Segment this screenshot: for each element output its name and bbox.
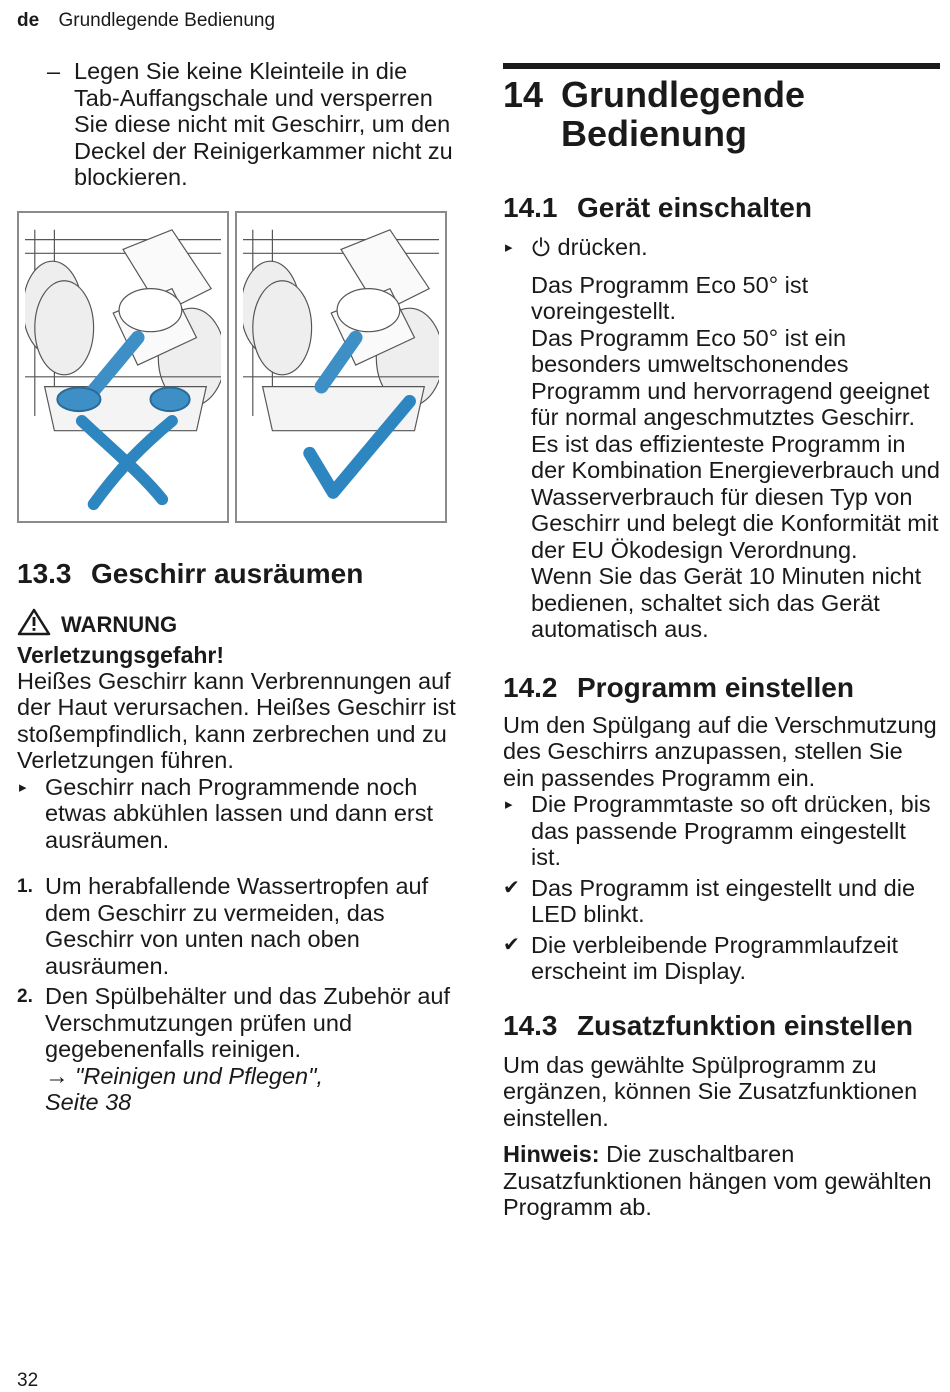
warning-text: Heißes Geschirr kann Verbrennungen auf der Haut verursachen. Heißes Geschirr ist stoßempfindlich, kann zerbrechen und zu Verletzungen führen. xyxy=(17,667,456,773)
paragraph: Das Programm Eco 50° ist voreingestellt. xyxy=(531,271,809,324)
paragraph: Wenn Sie das Gerät 10 Minuten nicht bedienen, schaltet sich das Gerät automatisch aus. xyxy=(531,563,922,642)
result-item xyxy=(503,875,940,928)
header-title: Grundlegende Bedienung xyxy=(58,10,276,31)
illustration-right xyxy=(235,211,447,523)
result-text: Das Programm ist eingestellt und die LED blinkt. xyxy=(531,874,916,927)
illustration-wrong xyxy=(17,211,229,523)
result-item xyxy=(503,932,940,985)
section-heading-14-3 xyxy=(503,1009,940,1042)
checkmark-icon: ✔ xyxy=(503,933,520,956)
dash-item-text: Legen Sie keine Kleinteile in die Tab-Auffangschale und versperren Sie diese nicht mit Geschirr, um den Deckel der Reinigerkammer nicht zu blockieren. xyxy=(74,58,453,190)
step-item xyxy=(17,873,457,979)
section-title: Zusatzfunktion einstellen xyxy=(577,1009,914,1041)
section-title: Programm einstellen xyxy=(577,671,854,703)
chapter-number: 14 xyxy=(503,74,544,115)
dash-mark: – xyxy=(47,58,61,84)
loading-illustration xyxy=(17,211,457,523)
section-body xyxy=(503,272,940,643)
list-item xyxy=(17,774,457,854)
paragraph: Das Programm Eco 50° ist ein besonders umweltschonendes Programm und hervorragend geeignet für normal angeschmutztes Geschirr. Es ist das effizienteste Programm in der Kombination Energieverbrauch und Wasserverbrauch für diesen Typ von Geschirr und belegt die Konformität mit der EU Ökodesign Verordnung. xyxy=(531,324,940,563)
result-text: Die verbleibende Programmlaufzeit erscheint im Display. xyxy=(531,931,899,984)
bullet-text: Geschirr nach Programmende noch etwas abkühlen lassen und dann erst ausräumen. xyxy=(45,773,434,853)
section-title: Geschirr ausräumen xyxy=(91,557,364,589)
page-number: 32 xyxy=(17,1370,39,1391)
chapter-title: Grundlegende Bedienung xyxy=(561,74,806,154)
step-number: 2. xyxy=(17,986,33,1007)
triangle-bullet-icon: ▸ xyxy=(19,778,27,796)
checkmark-icon: ✔ xyxy=(503,876,520,899)
cross-reference-page: Seite 38 xyxy=(45,1089,132,1115)
power-icon xyxy=(531,236,551,264)
triangle-bullet-icon: ▸ xyxy=(505,796,513,813)
cross-reference-link[interactable]: → "Reinigen und Pflegen", xyxy=(45,1062,323,1089)
triangle-bullet-icon: ▸ xyxy=(505,239,513,256)
paragraph: Um den Spülgang auf die Verschmutzung des Geschirrs anzupassen, stellen Sie ein passendes Programm ein. xyxy=(503,711,937,791)
list-item xyxy=(503,791,940,871)
page-header xyxy=(17,10,275,32)
section-number: 14.3 xyxy=(503,1009,558,1041)
note-paragraph xyxy=(503,1141,940,1221)
warning-header xyxy=(17,608,457,642)
warning-triangle-icon xyxy=(17,608,51,642)
section-number: 13.3 xyxy=(17,557,72,589)
bullet-text: drücken. xyxy=(557,234,648,260)
section-number: 14.2 xyxy=(503,671,558,703)
list-item xyxy=(503,234,940,264)
right-column xyxy=(503,63,940,1221)
section-number: 14.1 xyxy=(503,192,558,223)
bullet-text: Die Programmtaste so oft drücken, bis das passende Programm eingestellt ist. xyxy=(531,791,931,870)
paragraph: Um das gewählte Spülprogramm zu ergänzen, können Sie Zusatzfunktionen einstellen. xyxy=(503,1051,918,1131)
warning-subtitle: Verletzungsgefahr! xyxy=(17,641,225,668)
section-heading-14-1 xyxy=(503,191,940,224)
note-text: Die zuschaltbaren Zusatzfunktionen hängen vom gewählten Programm ab. xyxy=(503,1141,932,1220)
section-heading-14-2 xyxy=(503,671,940,704)
section-heading-13-3 xyxy=(17,557,457,590)
section-title: Gerät einschalten xyxy=(577,192,812,223)
dash-list-item xyxy=(17,58,457,191)
chapter-rule xyxy=(503,63,940,69)
warning-label: WARNUNG xyxy=(61,611,178,637)
step-item xyxy=(17,983,457,1116)
note-label: Hinweis: xyxy=(503,1141,600,1167)
right-loading-image xyxy=(243,219,439,515)
step-text: Um herabfallende Wassertropfen auf dem Geschirr zu vermeiden, das Geschirr von unten nach oben ausräumen. xyxy=(45,873,429,979)
wrong-loading-image xyxy=(25,219,221,515)
language-code: de xyxy=(17,10,40,31)
left-column xyxy=(17,58,457,1116)
step-number: 1. xyxy=(17,876,33,897)
step-text: Den Spülbehälter und das Zubehör auf Verschmutzungen prüfen und gegebenenfalls reinigen. xyxy=(45,983,451,1062)
chapter-heading xyxy=(503,75,940,153)
